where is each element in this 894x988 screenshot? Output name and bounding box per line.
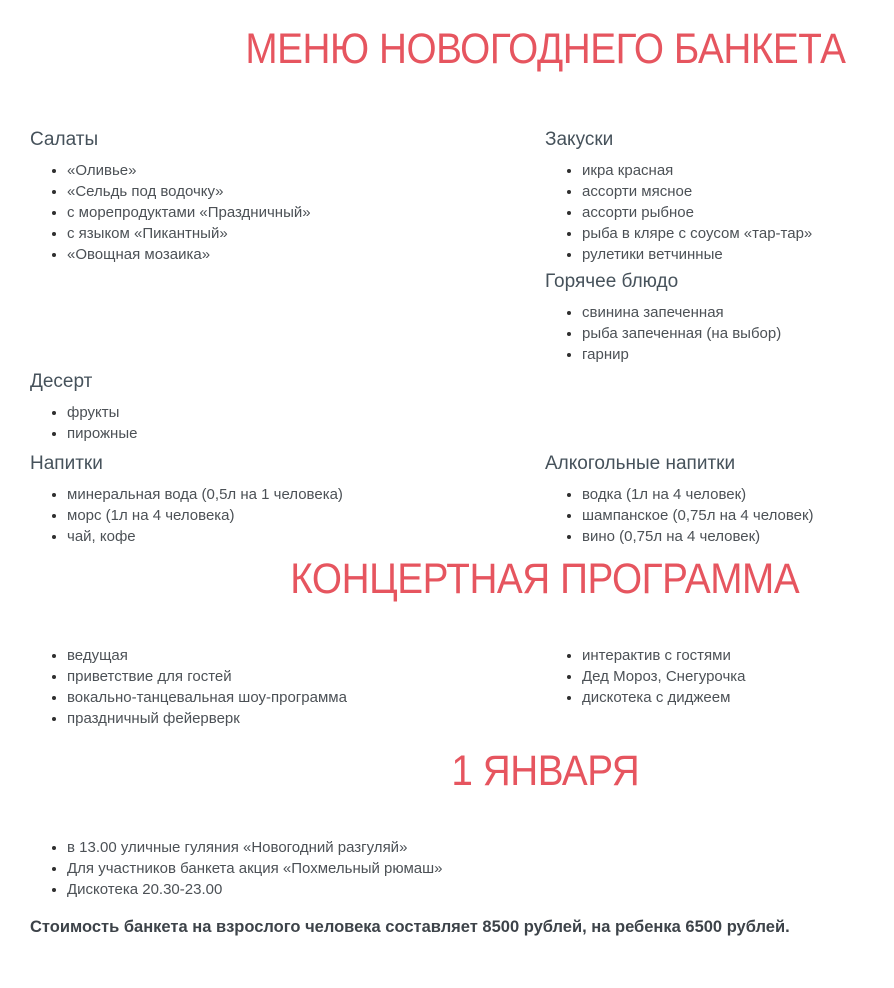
- alcohol-heading: Алкогольные напитки: [545, 453, 736, 474]
- list-item: • Для участников банкета акция «Похмельный рюмаш»: [67, 858, 880, 879]
- list-item: • «Сельдь под водочку»: [67, 181, 545, 202]
- list-item: • водка (1л на 4 человек): [582, 484, 880, 505]
- concert-program-left-section: [30, 602, 545, 729]
- list-item: • дискотека с диджеем: [582, 687, 880, 708]
- salads-heading: Салаты: [30, 129, 99, 150]
- list-item: • вино (0,75л на 4 человек): [582, 526, 880, 547]
- list-item: • чай, кофе: [67, 526, 545, 547]
- list-item: • Дед Мороз, Снегурочка: [582, 666, 880, 687]
- concert-program-right-section: [545, 602, 880, 729]
- dessert-list: [30, 402, 545, 444]
- concert-program-title: [120, 556, 894, 602]
- list-item: • приветствие для гостей: [67, 666, 545, 687]
- salads-section: [30, 129, 545, 371]
- page-title-text: МЕНЮ НОВОГОДНЕГО БАНКЕТА: [244, 25, 846, 73]
- list-item: • икра красная: [582, 160, 880, 181]
- list-item: • в 13.00 уличные гуляния «Новогодний разгуляй»: [67, 837, 880, 858]
- price-note: Стоимость банкета на взрослого человека составляет 8500 рублей, на ребенка 6500 рублей.: [30, 918, 790, 936]
- concert-program-title-text: КОНЦЕРТНАЯ ПРОГРАММА: [290, 555, 800, 603]
- list-item: • рулетики ветчинные: [582, 244, 880, 265]
- list-item: • свинина запеченная: [582, 302, 880, 323]
- list-item: • «Овощная мозаика»: [67, 244, 545, 265]
- january-1-title-text: 1 ЯНВАРЯ: [451, 747, 639, 795]
- alcohol-list: [545, 484, 880, 547]
- list-item: • интерактив с гостями: [582, 645, 880, 666]
- list-item: • фрукты: [67, 402, 545, 423]
- list-item: • с морепродуктами «Праздничный»: [67, 202, 545, 223]
- hot-dish-list: [545, 302, 880, 365]
- banquet-menu-page: [0, 26, 894, 939]
- list-item: • праздничный фейерверк: [67, 708, 545, 729]
- menu-row-1: [30, 129, 880, 371]
- january-1-list: [30, 837, 880, 900]
- list-item: • с языком «Пикантный»: [67, 223, 545, 244]
- snacks-list: [545, 160, 880, 265]
- list-item: • ведущая: [67, 645, 545, 666]
- dessert-section: [30, 371, 545, 450]
- dessert-row: [30, 371, 880, 450]
- list-item: • ассорти мясное: [582, 181, 880, 202]
- alcohol-section: [545, 453, 880, 553]
- list-item: • пирожные: [67, 423, 545, 444]
- snacks-and-hot-dish-section: [545, 129, 880, 371]
- list-item: • морс (1л на 4 человека): [67, 505, 545, 526]
- salads-list: [30, 160, 545, 265]
- drinks-section: [30, 453, 545, 553]
- page-title: [120, 26, 894, 72]
- concert-program-row: [30, 602, 880, 729]
- list-item: • шампанское (0,75л на 4 человек): [582, 505, 880, 526]
- list-item: • рыба запеченная (на выбор): [582, 323, 880, 344]
- list-item: • минеральная вода (0,5л на 1 человека): [67, 484, 545, 505]
- list-item: • гарнир: [582, 344, 880, 365]
- drinks-list: [30, 484, 545, 547]
- snacks-heading: Закуски: [545, 129, 614, 150]
- january-1-title: [120, 748, 894, 794]
- hot-dish-heading: Горячее блюдо: [545, 271, 679, 292]
- drinks-heading: Напитки: [30, 453, 103, 474]
- concert-program-left-list: [30, 645, 545, 729]
- list-item: • вокально-танцевальная шоу-программа: [67, 687, 545, 708]
- list-item: • рыба в кляре с соусом «тар-тар»: [582, 223, 880, 244]
- dessert-heading: Десерт: [30, 371, 93, 392]
- drinks-row: [30, 453, 880, 553]
- list-item: • «Оливье»: [67, 160, 545, 181]
- list-item: • Дискотека 20.30-23.00: [67, 879, 880, 900]
- list-item: • ассорти рыбное: [582, 202, 880, 223]
- concert-program-right-list: [545, 645, 880, 708]
